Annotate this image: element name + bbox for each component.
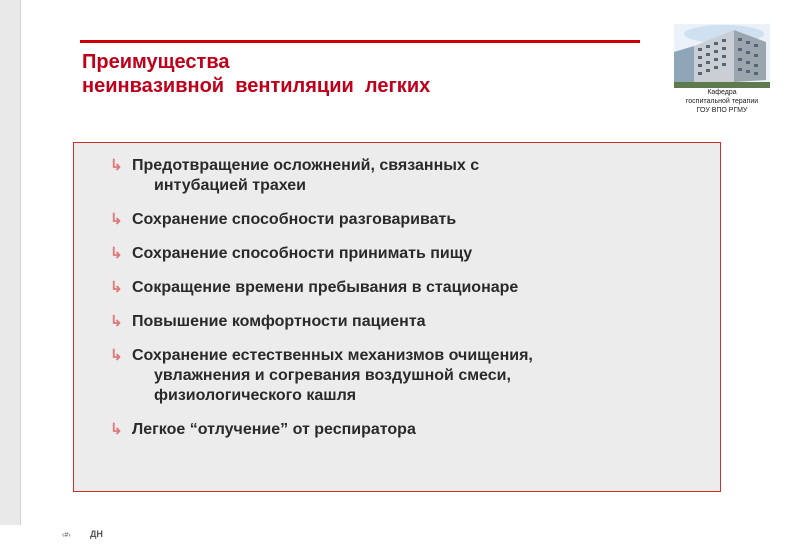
list-item-text-continued: увлажнения и согревания воздушной смеси, (154, 367, 511, 384)
list-item-text: Сохранение способности принимать пищу (132, 245, 473, 262)
bullet-arrow-icon: ↳ (110, 347, 123, 364)
dept-caption-line-1: Кафедра (707, 89, 737, 96)
list-item (110, 312, 710, 332)
left-side-strip (0, 0, 21, 525)
list-item (110, 346, 710, 406)
list-item-text: Предотвращение осложнений, связанных с (132, 157, 480, 174)
list-item (110, 278, 710, 298)
advantages-box (73, 142, 721, 492)
bullet-arrow-icon: ↳ (110, 211, 123, 228)
list-item (110, 244, 710, 264)
list-item-text: Сохранение способности разговаривать (132, 211, 457, 228)
page-number: ‹#› (62, 532, 71, 539)
bullet-arrow-icon: ↳ (110, 279, 123, 296)
title-line-1: Преимущества (82, 51, 230, 73)
department-caption (660, 88, 784, 115)
list-item (110, 210, 710, 230)
list-item-text: Сохранение естественных механизмов очищения, (132, 347, 533, 364)
list-item (110, 420, 710, 440)
title-line-2: неинвазивной вентиляции легких (82, 75, 431, 97)
bullet-arrow-icon: ↳ (110, 421, 123, 438)
dept-caption-line-3: ГОУ ВПО РГМУ (696, 107, 748, 114)
list-item (110, 156, 710, 196)
title-divider (80, 40, 640, 43)
advantages-list (110, 156, 710, 454)
bullet-arrow-icon: ↳ (110, 157, 123, 174)
list-item-text: Повышение комфортности пациента (132, 313, 426, 330)
dept-caption-line-2: госпитальной терапии (685, 98, 759, 105)
footer-initials: ДН (90, 529, 103, 539)
slide-title (82, 50, 430, 98)
building-logo-icon (674, 24, 770, 88)
list-item-text-continued: интубацией трахеи (154, 177, 307, 194)
list-item-text: Сокращение времени пребывания в стационаре (132, 279, 519, 296)
list-item-text: Легкое “отлучение” от респиратора (132, 421, 416, 438)
bullet-arrow-icon: ↳ (110, 245, 123, 262)
bullet-arrow-icon: ↳ (110, 313, 123, 330)
list-item-text-continued: физиологического кашля (154, 387, 357, 404)
